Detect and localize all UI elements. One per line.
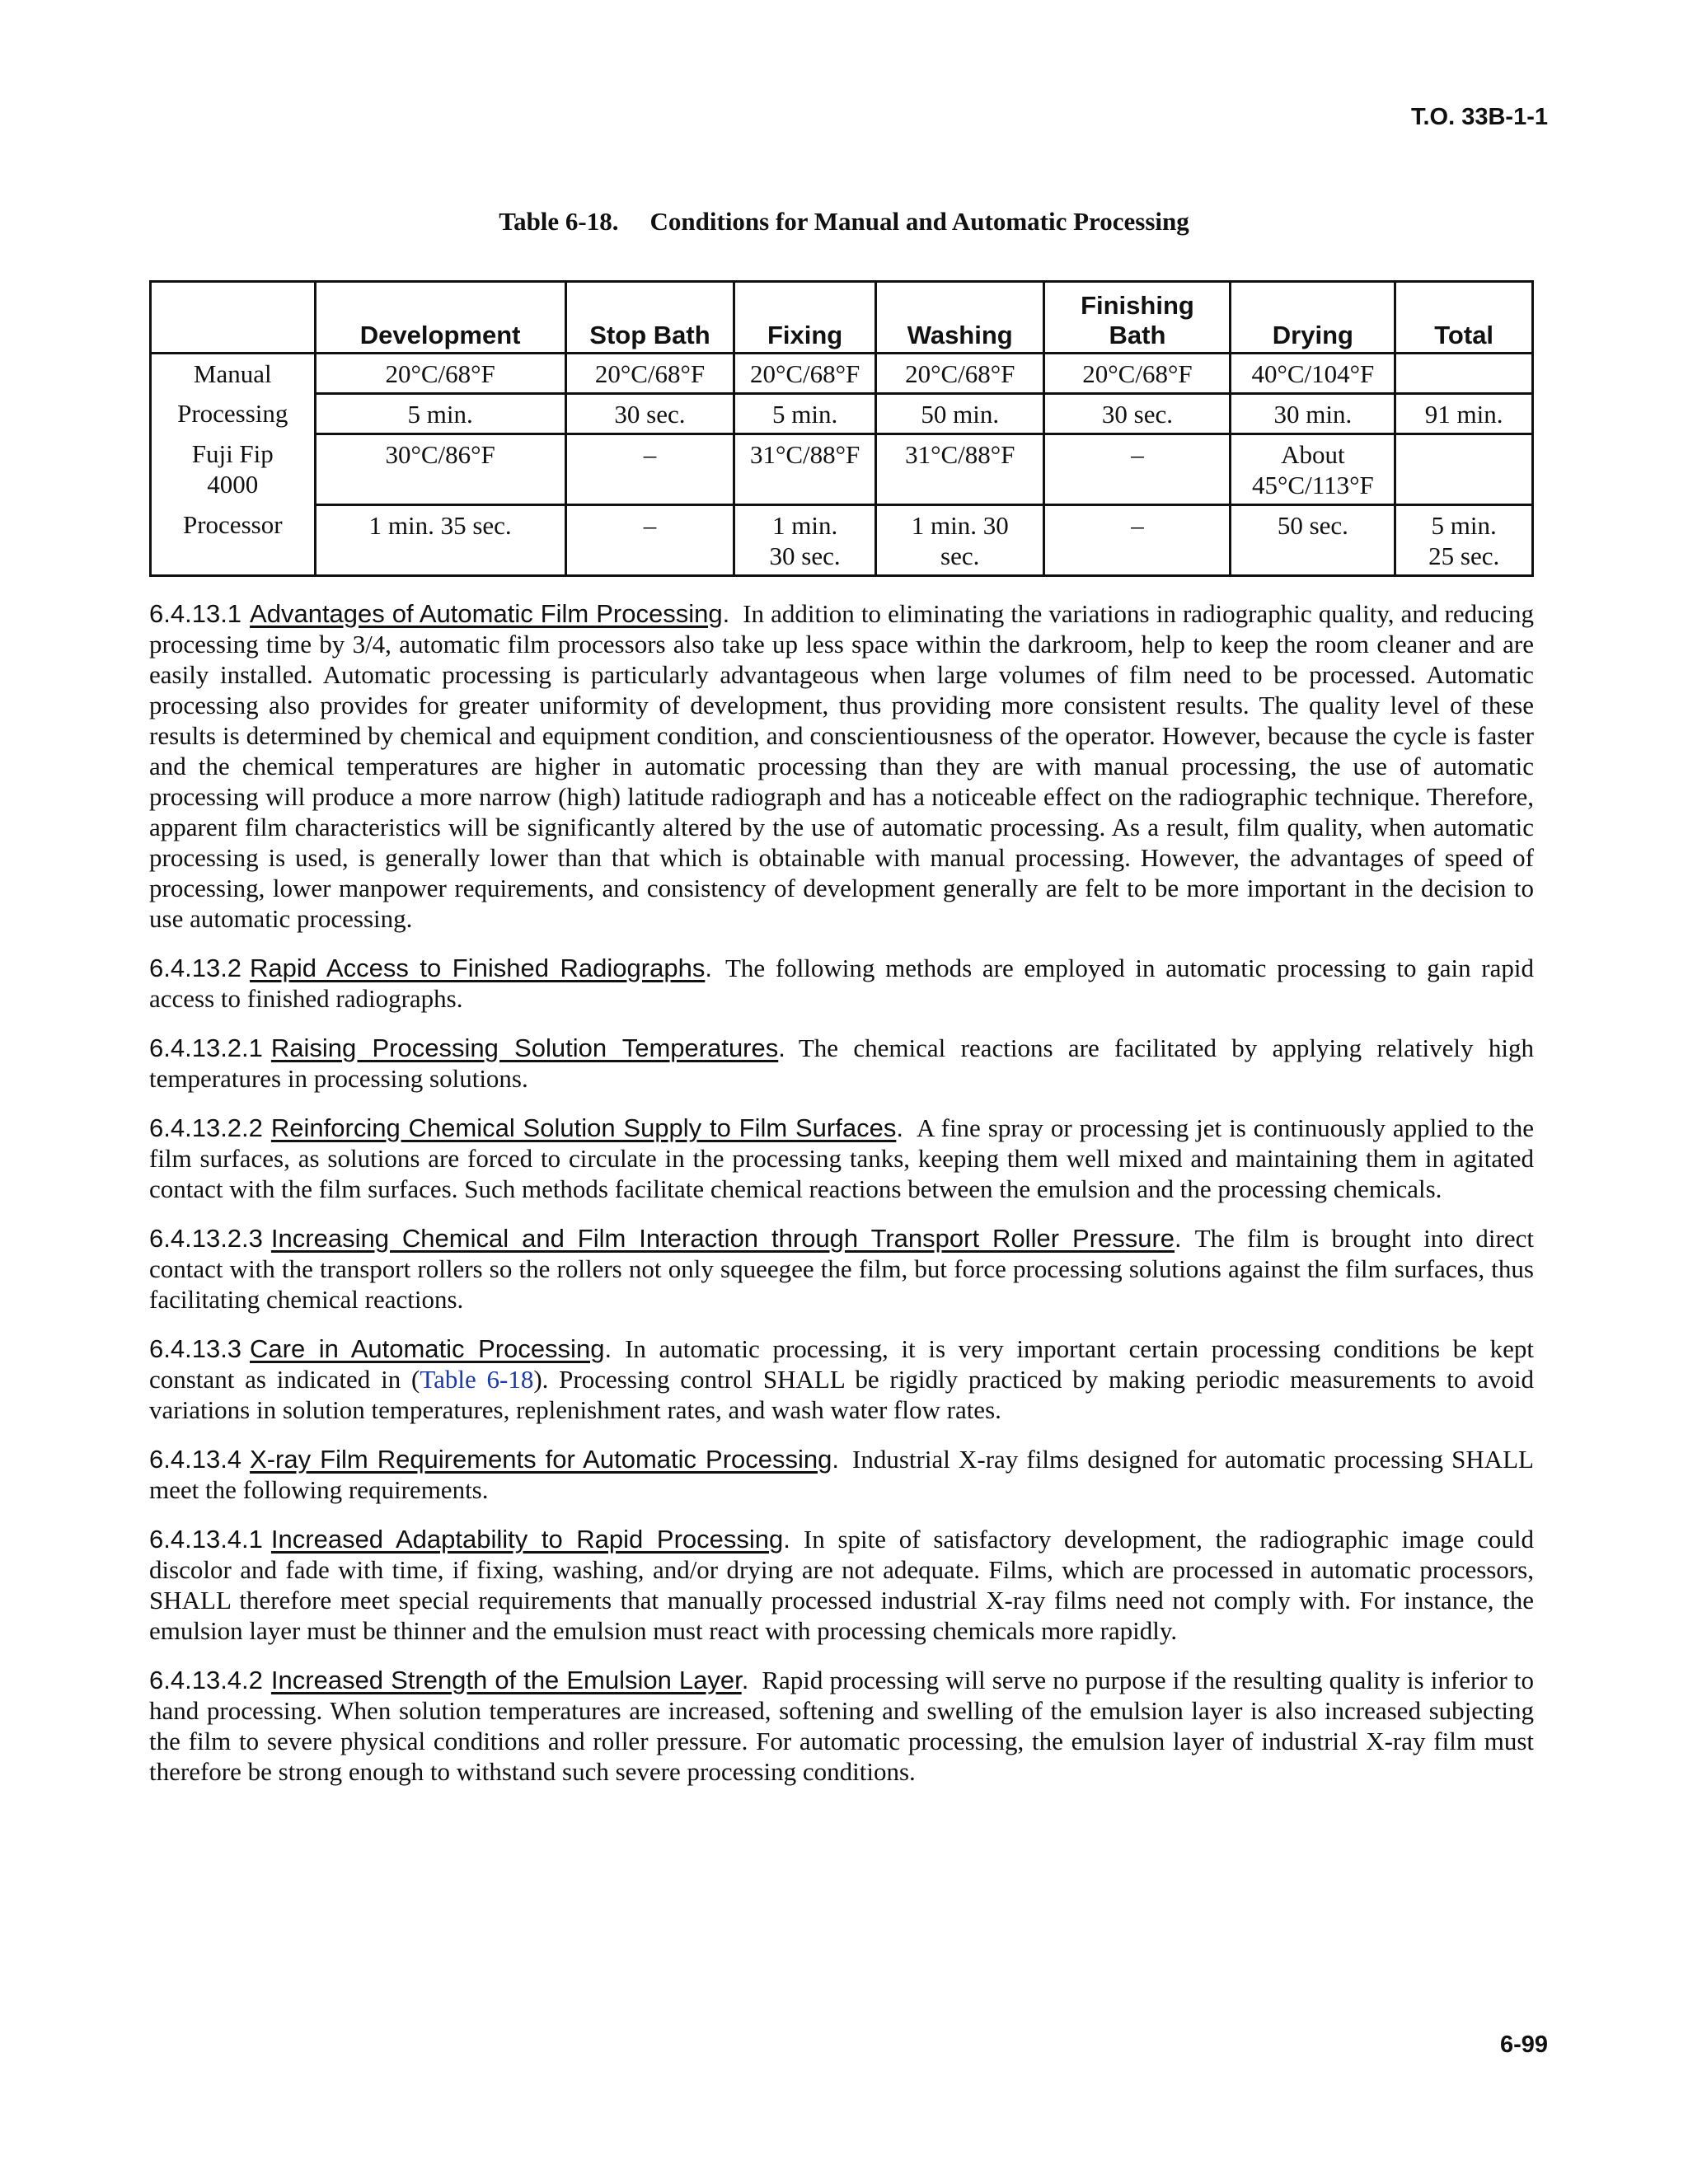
table-cell: 30 min. <box>1231 394 1395 434</box>
table-cell: 5 min. 25 sec. <box>1395 505 1533 576</box>
paragraph-text: The film is brought into direct contact with the transport rollers so the rollers not only squeegee the film, but force processing solutions against the film surfaces, thus facilitating chemical reactions. <box>149 1224 1534 1314</box>
table-row <box>151 394 1533 434</box>
table-cell: 50 min. <box>875 394 1043 434</box>
paragraph: 6.4.13.4.2 Increased Strength of the Emulsion Layer. Rapid processing will serve no purpose if the resulting quality is inferior to hand processing. When solution temperatures are increased, softening and swelling of the emulsion layer is also increased subjecting the film to severe physical conditions and roller pressure. For automatic processing, the emulsion layer of industrial X-ray film must therefore be strong enough to withstand such severe processing conditions. <box>149 1666 1535 1786</box>
table-cell <box>1395 434 1533 505</box>
table-title: Conditions for Manual and Automatic Processing <box>649 207 1189 236</box>
table-cell: About 45°C/113°F <box>1231 434 1395 505</box>
paragraph-number: 6.4.13.4.1 <box>149 1525 263 1554</box>
paragraph-title: Increasing Chemical and Film Interaction through Transport Roller Pressure <box>270 1224 1175 1253</box>
paragraph-number: 6.4.13.2.2 <box>149 1113 263 1142</box>
paragraph-text: The following methods are employed in automatic processing to gain rapid access to finished radiographs. <box>149 954 1535 1013</box>
paragraph-text: In spite of satisfactory development, the radiographic image could discolor and fade with time, if fixing, washing, and/or drying are not adequate. Films, which are processed in automatic processors, SHALL therefore meet special requirements that manually processed industrial X-ray films need not comply with. For instance, the emulsion layer must be thinner and the emulsion must react with processing chemicals more rapidly. <box>149 1525 1534 1645</box>
table-cell: 40°C/104°F <box>1231 354 1395 394</box>
paragraph-number: 6.4.13.2.3 <box>149 1224 263 1253</box>
table-cell: 20°C/68°F <box>565 354 734 394</box>
table-cell: 5 min. <box>734 394 876 434</box>
table-cell: 1 min. 30 sec. <box>875 505 1043 576</box>
table-6-18-link[interactable]: Table 6-18 <box>420 1365 534 1394</box>
table-cell: 20°C/68°F <box>734 354 876 394</box>
table-row <box>151 505 1533 576</box>
table-cell: 5 min. <box>315 394 565 434</box>
paragraph-number: 6.4.13.2 <box>149 954 242 982</box>
header-cell-total: Total <box>1395 282 1533 354</box>
table-cell: 1 min. 30 sec. <box>734 505 876 576</box>
table-cell: – <box>1044 505 1231 576</box>
table-cell: – <box>1044 434 1231 505</box>
row-label: Fuji Fip 4000 <box>151 434 316 505</box>
paragraph: 6.4.13.3 Care in Automatic Processing. In automatic processing, it is very important certain processing conditions be kept constant as indicated in (Table 6-18). Processing control SHALL be rigidly practiced by making periodic measurements to avoid variations in solution temperatures, replenishment rates, and wash water flow rates. <box>149 1334 1535 1424</box>
paragraph-title: Advantages of Automatic Film Processing <box>250 599 723 628</box>
table-cell: 30 sec. <box>1044 394 1231 434</box>
paragraph: 6.4.13.4 X-ray Film Requirements for Automatic Processing. Industrial X-ray films designed for automatic processing SHALL meet the following requirements. <box>149 1445 1534 1504</box>
paragraph-number: 6.4.13.4.2 <box>149 1666 263 1694</box>
paragraph-title: Increased Adaptability to Rapid Processing <box>270 1525 784 1554</box>
table-cell: 31°C/88°F <box>875 434 1043 505</box>
page-number: 6-99 <box>1499 2032 1548 2058</box>
paragraph-number: 6.4.13.1 <box>149 599 242 628</box>
paragraph: 6.4.13.4.1 Increased Adaptability to Rapid Processing. In spite of satisfactory development, the radiographic image could discolor and fade with time, if fixing, washing, and/or drying are not adequate. Films, which are processed in automatic processors, SHALL therefore meet special requirements that manually processed industrial X-ray films need not comply with. For instance, the emulsion layer must be thinner and the emulsion must react with processing chemicals more rapidly. <box>149 1525 1534 1645</box>
header-cell-fixing: Fixing <box>734 282 876 354</box>
paragraph-title: Rapid Access to Finished Radiographs <box>250 954 706 982</box>
paragraph: 6.4.13.2.3 Increasing Chemical and Film Interaction through Transport Roller Pressure. The film is brought into direct contact with the transport rollers so the rollers not only squeegee the film, but force processing solutions against the film surfaces, thus facilitating chemical reactions. <box>149 1224 1534 1314</box>
document-id: T.O. 33B-1-1 <box>1411 104 1548 130</box>
header-cell-drying: Drying <box>1231 282 1395 354</box>
paragraph-text: In addition to eliminating the variations in radiographic quality, and reducing processing time by 3/4, automatic film processors also take up less space within the darkroom, help to keep the room cleaner and are easily installed. Automatic processing is particularly advantageous when large volumes of film need to be processed. Automatic processing also provides for greater uniformity of development, thus providing more consistent results. The quality level of these results is determined by chemical and equipment condition, and conscientiousness of the operator. However, because the cycle is faster and the chemical temperatures are higher in automatic processing than they are with manual processing, the use of automatic processing will produce a more narrow (high) latitude radiograph and has a noticeable effect on the radiographic technique. Therefore, apparent film characteristics will be significantly altered by the use of automatic processing. As a result, film quality, when automatic processing is used, is generally lower than that which is obtainable with manual processing. However, the advantages of speed of processing, lower manpower requirements, and consistency of development generally are felt to be more important in the decision to use automatic processing. <box>149 599 1535 933</box>
table-header-row <box>151 282 1533 354</box>
table-caption <box>0 207 1688 237</box>
paragraph: 6.4.13.2.1 Raising Processing Solution Temperatures. The chemical reactions are facilitated by applying relatively high temperatures in processing solutions. <box>149 1033 1534 1093</box>
table-cell: – <box>565 505 734 576</box>
table-number: Table 6-18. <box>499 207 619 236</box>
header-cell-blank <box>151 282 316 354</box>
paragraph-title: Raising Processing Solution Temperatures <box>270 1033 779 1062</box>
table-cell: 1 min. 35 sec. <box>315 505 565 576</box>
table-cell: 30 sec. <box>565 394 734 434</box>
table-cell: 31°C/88°F <box>734 434 876 505</box>
row-label: Manual <box>151 354 316 394</box>
paragraph-number: 6.4.13.2.1 <box>149 1033 263 1062</box>
table-row <box>151 354 1533 394</box>
table-cell: 30°C/86°F <box>315 434 565 505</box>
paragraph: 6.4.13.2 Rapid Access to Finished Radiographs. The following methods are employed in automatic processing to gain rapid access to finished radiographs. <box>149 954 1535 1013</box>
paragraph-text: ). Processing control SHALL be rigidly practiced by making periodic measurements to avoid variations in solution temperatures, replenishment rates, and wash water flow rates. <box>149 1365 1535 1424</box>
header-cell-development: Development <box>315 282 565 354</box>
paragraph-text: Rapid processing will serve no purpose if the resulting quality is inferior to hand processing. When solution temperatures are increased, softening and swelling of the emulsion layer is also increased subjecting the film to severe physical conditions and roller pressure. For automatic processing, the emulsion layer of industrial X-ray film must therefore be strong enough to withstand such severe processing conditions. <box>149 1666 1535 1786</box>
paragraph-text: Industrial X-ray films designed for automatic processing SHALL meet the following requirements. <box>149 1445 1534 1504</box>
processing-conditions-table <box>149 280 1534 577</box>
paragraph-number: 6.4.13.4 <box>149 1445 242 1474</box>
header-cell-stop-bath: Stop Bath <box>565 282 734 354</box>
paragraph-text: In automatic processing, it is very important certain processing conditions be kept constant as indicated in ( <box>149 1334 1534 1394</box>
table-cell: – <box>565 434 734 505</box>
paragraph-title: Reinforcing Chemical Solution Supply to Film Surfaces <box>270 1113 897 1142</box>
row-label: Processor <box>151 505 316 576</box>
table-cell: 91 min. <box>1395 394 1533 434</box>
paragraph: 6.4.13.2.2 Reinforcing Chemical Solution Supply to Film Surfaces. A fine spray or processing jet is continuously applied to the film surfaces, as solutions are forced to circulate in the processing tanks, keeping them well mixed and maintaining them in agitated contact with the film surfaces. Such methods facilitate chemical reactions between the emulsion and the processing chemicals. <box>149 1113 1534 1203</box>
row-label: Processing <box>151 394 316 434</box>
paragraph-title: X-ray Film Requirements for Automatic Processing <box>250 1445 832 1474</box>
paragraph-text: A fine spray or processing jet is continuously applied to the film surfaces, as solutions are forced to circulate in the processing tanks, keeping them well mixed and maintaining them in agitated contact with the film surfaces. Such methods facilitate chemical reactions between the emulsion and the processing chemicals. <box>149 1113 1534 1203</box>
paragraph-title: Care in Automatic Processing <box>250 1334 605 1363</box>
header-cell-finishing-bath: Finishing Bath <box>1044 282 1231 354</box>
header-cell-washing: Washing <box>875 282 1043 354</box>
table-cell: 20°C/68°F <box>1044 354 1231 394</box>
body-text <box>149 598 1534 1806</box>
table-cell: 20°C/68°F <box>315 354 565 394</box>
paragraph-text: The chemical reactions are facilitated by applying relatively high temperatures in processing solutions. <box>149 1033 1534 1093</box>
paragraph-title: Increased Strength of the Emulsion Layer <box>270 1666 742 1694</box>
table-row <box>151 434 1533 505</box>
paragraph-number: 6.4.13.3 <box>149 1334 242 1363</box>
table-cell: 20°C/68°F <box>875 354 1043 394</box>
table-cell: 50 sec. <box>1231 505 1395 576</box>
table-cell <box>1395 354 1533 394</box>
paragraph: 6.4.13.1 Advantages of Automatic Film Processing. In addition to eliminating the variations in radiographic quality, and reducing processing time by 3/4, automatic film processors also take up less space within the darkroom, help to keep the room cleaner and are easily installed. Automatic processing is particularly advantageous when large volumes of film need to be processed. Automatic processing also provides for greater uniformity of development, thus providing more consistent results. The quality level of these results is determined by chemical and equipment condition, and conscientiousness of the operator. However, because the cycle is faster and the chemical temperatures are higher in automatic processing than they are with manual processing, the use of automatic processing will produce a more narrow (high) latitude radiograph and has a noticeable effect on the radiographic technique. Therefore, apparent film characteristics will be significantly altered by the use of automatic processing. As a result, film quality, when automatic processing is used, is generally lower than that which is obtainable with manual processing. However, the advantages of speed of processing, lower manpower requirements, and consistency of development generally are felt to be more important in the decision to use automatic processing. <box>149 599 1535 933</box>
